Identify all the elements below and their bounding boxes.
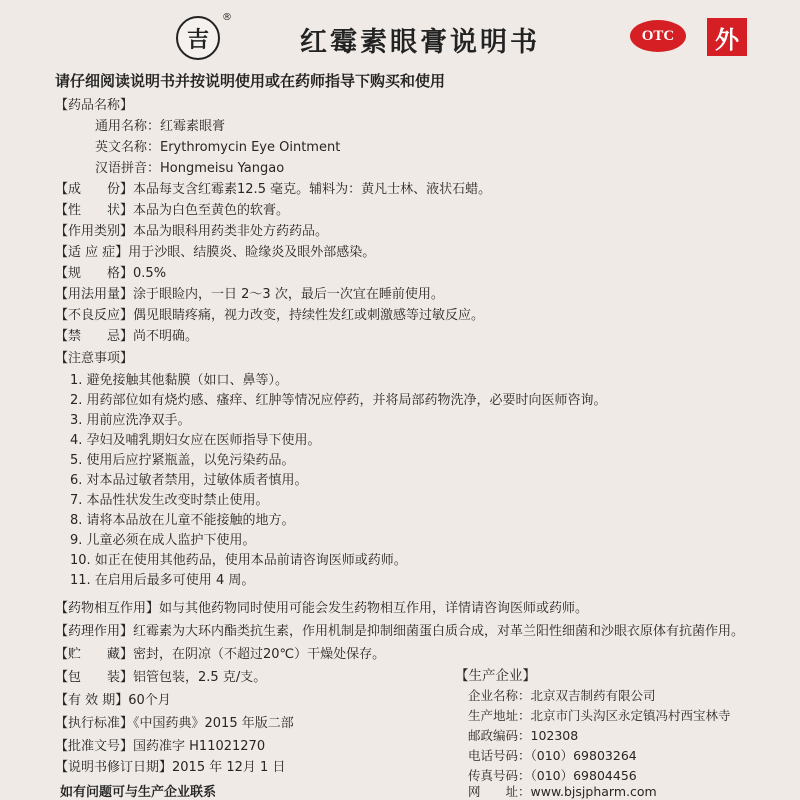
interaction-label: 【药物相互作用】 [55,601,160,616]
usage-notice: 请仔细阅读说明书并按说明使用或在药师指导下购买和使用 [55,72,446,90]
character-label: 【性 状】 [55,203,134,218]
indication-value: 用于沙眼、结膜炎、睑缘炎及眼外部感染。 [128,245,376,260]
interaction-row [55,597,588,616]
producer-phone: 电话号码：（010）69803264 [468,748,637,763]
precaution-item: 4. 孕妇及哺乳期妇女应在医师指导下使用。 [70,433,321,448]
precaution-item: 8. 请将本品放在儿童不能接触的地方。 [70,513,295,528]
package-value: 铝管包装，2.5 克/支。 [133,670,267,685]
header [0,0,800,70]
category-label: 【作用类别】 [55,224,134,239]
precaution-item: 1. 避免接触其他黏膜（如口、鼻等）。 [70,373,289,388]
contact-footer: 如有问题可与生产企业联系 [60,785,217,800]
drug-name-label: 【药品名称】 [55,98,134,113]
approval-label: 【批准文号】 [55,739,134,754]
revision-row [55,756,285,775]
adverse-value: 偶见眼睛疼痛，视力改变，持续性发红或刺激感等过敏反应。 [133,308,485,323]
precaution-item: 9. 儿童必须在成人监护下使用。 [70,533,256,548]
revision-label: 【说明书修订日期】 [55,760,173,775]
precaution-item: 10. 如正在使用其他药品，使用本品前请咨询医师或药师。 [70,553,407,568]
producer-website: 网 址：www.bjsjpharm.com [468,784,657,799]
character-value: 本品为白色至黄色的软膏。 [133,203,290,218]
storage-value: 密封，在阴凉（不超过20℃）干燥处保存。 [133,647,386,662]
external-use-badge: 外 [707,18,747,56]
precaution-item: 2. 用药部位如有烧灼感、瘙痒、红肿等情况应停药，并将局部药物洗净，必要时向医师咨询。 [70,393,607,408]
pharmacology-row [55,620,744,639]
character-row [55,199,289,218]
standard-label: 【执行标准】 [55,716,134,731]
contra-label: 【禁 忌】 [55,329,134,344]
approval-row [55,735,265,754]
pinyin-name: 汉语拼音：Hongmeisu Yangao [95,161,285,176]
producer-fax: 传真号码：（010）69804456 [468,768,637,783]
precaution-item: 5. 使用后应拧紧瓶盖，以免污染药品。 [70,453,295,468]
storage-row [55,643,385,662]
indication-row [55,241,375,260]
precaution-item: 6. 对本品过敏者禁用，过敏体质者慎用。 [70,473,308,488]
interaction-value: 如与其他药物同时使用可能会发生药物相互作用，详情请咨询医师或药师。 [159,601,589,616]
company-logo [176,16,220,60]
composition-row [55,178,491,197]
generic-name: 通用名称：红霉素眼膏 [95,119,226,134]
composition-value: 本品每支含红霉素12.5 毫克。辅料为：黄凡士林、液状石蜡。 [133,182,492,197]
dosage-label: 【用法用量】 [55,287,134,302]
spec-value: 0.5% [133,266,167,281]
category-value: 本品为眼科用药类非处方药药品。 [133,224,329,239]
validity-value: 60个月 [128,693,171,708]
precaution-item: 11. 在启用后最多可使用 4 周。 [70,573,255,588]
english-name: 英文名称：Erythromycin Eye Ointment [95,140,341,155]
adverse-row [55,304,484,323]
document-title: 红霉素眼膏说明书 [300,27,540,58]
logo-glyph: 吉 [186,27,209,53]
spec-label: 【规 格】 [55,266,134,281]
dosage-value: 涂于眼睑内，一日 2～3 次，最后一次宜在睡前使用。 [133,287,444,302]
package-row [55,666,266,685]
validity-row [55,689,171,708]
contra-value: 尚不明确。 [133,329,199,344]
precautions-label: 【注意事项】 [55,351,134,366]
storage-label: 【贮 藏】 [55,647,134,662]
producer-postcode: 邮政编码：102308 [468,728,579,743]
approval-value: 国药准字 H11021270 [133,739,266,754]
standard-value: 《中国药典》2015 年版二部 [133,716,294,731]
validity-label: 【有 效 期】 [55,693,129,708]
revision-value: 2015 年 12月 1 日 [172,760,286,775]
dosage-row [55,283,444,302]
composition-label: 【成 份】 [55,182,134,197]
producer-name: 企业名称：北京双吉制药有限公司 [468,688,656,703]
precaution-item: 3. 用前应洗净双手。 [70,413,191,428]
category-row [55,220,328,239]
spec-row [55,262,166,281]
package-label: 【包 装】 [55,670,134,685]
pharmacology-label: 【药理作用】 [55,624,134,639]
pharmacology-value: 红霉素为大环内酯类抗生素，作用机制是抑制细菌蛋白质合成，对革兰阳性细菌和沙眼衣原体有抗菌作用。 [133,624,745,639]
registered-mark: ® [222,12,232,23]
adverse-label: 【不良反应】 [55,308,134,323]
precaution-item: 7. 本品性状发生改变时禁止使用。 [70,493,269,508]
otc-badge: OTC [630,20,686,52]
producer-label: 【生产企业】 [455,668,536,684]
producer-address: 生产地址：北京市门头沟区永定镇冯村西宝林寺 [468,708,731,723]
contra-row [55,325,198,344]
standard-row [55,712,294,731]
indication-label: 【适 应 症】 [55,245,129,260]
